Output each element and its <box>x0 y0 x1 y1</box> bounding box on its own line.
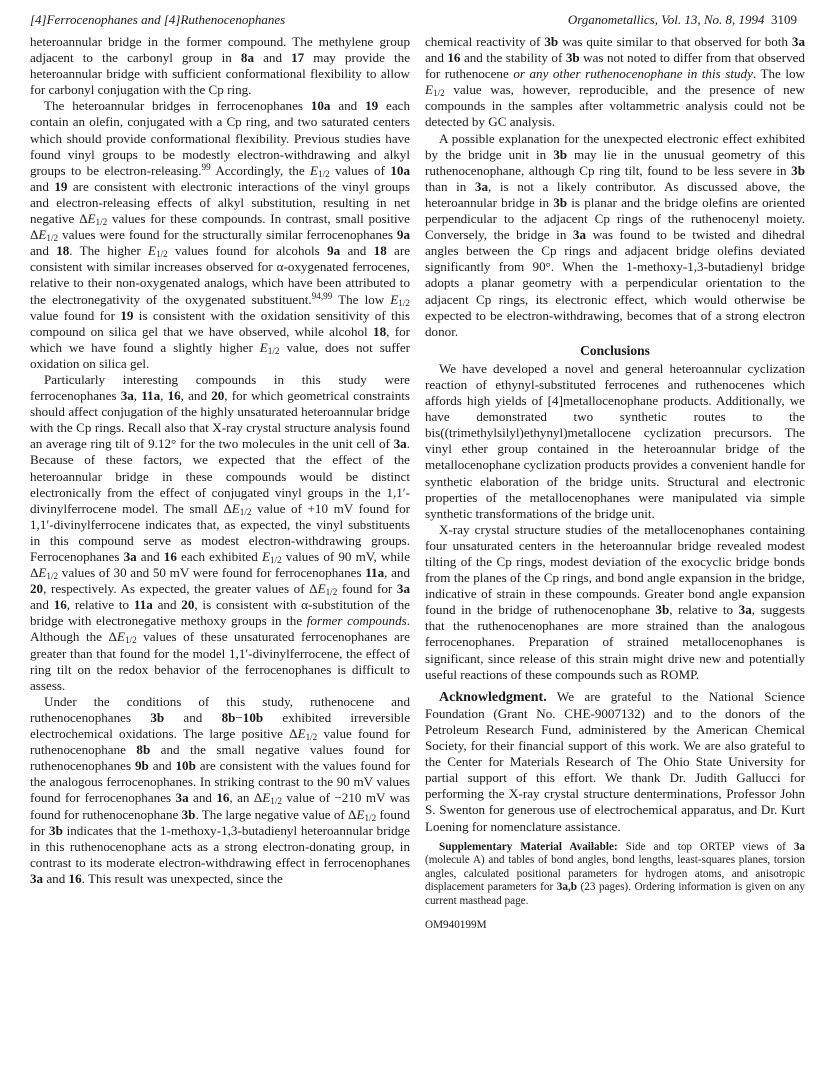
paragraph: X-ray crystal structure studies of the metallocenophanes containing four unsaturated centers in the heteroannular bridge revealed modest tilting of the Cp rings, modest deviation of the exocyclic bridge bonds from the planes of the Cp rings, and bond angle expansion in the bridge, indicative of strain in these compounds. Greater bond angle expansion found in the bridge of ruthenocenophane 3b, relative to 3a, suggests that the ruthenocenophanes are more strained than the analogous ferrocenophanes. Preparation of strained metallocenophanes is significant, since release of this strain might drive new and potentially useful reactions of these compounds such as ROMP. <box>425 521 805 682</box>
acknowledgment-heading: Acknowledgment. <box>439 689 547 705</box>
supplementary-heading: Supplementary Material Available: <box>439 840 618 853</box>
paragraph: We have developed a novel and general heteroannular cyclization reaction of ethynyl-substituted ferrocenes and ruthenocenes which affords high yields of [4]metallocenophane products. Additionally, we have demonstrated two synthetic routes to the bis((trimethylsilyl)ethynyl)metallocene cyclization precursors. The vinyl ether group contained in the heteroannular bridge of the metallocenophane cyclization products provides a convenient handle for synthetic elaboration of the bridge units. Structural and electronic properties of the metallocenophanes were manipulated via simple synthetic transformations of the bridge unit. <box>425 360 805 521</box>
paragraph: Under the conditions of this study, ruthenocene and ruthenocenophanes 3b and 8b−10b exhibited irreversible electrochemical oxidations. The large positive $\Delta E_{1/2}$ value found for ruthenocenophane 8b and the small negative values found for ruthenocenophanes 9b and 10b are consistent with the values found for the analogous ferrocenophanes. In striking contrast to the 90 mV values found for ferrocenophanes 3a and 16, an $\Delta E_{1/2}$ value of −210 mV was found for ruthenocenophane 3b. The large negative value of $\Delta E_{1/2}$ found for 3b indicates that the 1-methoxy-1,3-butadienyl heteroannular bridge in this ruthenocenophane acts as a strong electron-donating group, in contrast to its moderate electron-withdrawing effect in ferrocenophanes 3a and 16. This result was unexpected, since the <box>30 693 411 886</box>
acknowledgment-paragraph: Acknowledgment. We are grateful to the National Science Foundation (Grant No. CHE-9007132) and to the donors of the Petroleum Research Fund, administered by the American Chemical Society, for their financial support of this work. We are also grateful to the Center for Materials Research of The Ohio State University for partial support of this effort. We thank Dr. Judith Gallucci for performing the X-ray crystal structure denterminations, Professor John S. Swenton for generous use of electrochemical apparatus, and Dr. Kurt Loening for nomenclature assistance. <box>425 688 805 834</box>
header-journal-info <box>568 12 797 28</box>
paragraph: chemical reactivity of 3b was quite similar to that observed for both 3a and 16 and the stability of 3b was not noted to differ from that observed for ruthenocene or any other ruthenocenophane in this study. The low $E_{1/2}$ value was, however, reproducible, and the presence of new compounds in the samples after voltammetric analysis could not be detected by GC analysis. <box>425 34 805 130</box>
supplementary-material: Supplementary Material Available: Side and top ORTEP views of 3a (molecule A) and tables of bond angles, bond lengths, least-squares planes, torsion angles, calculated positional parameters for hydrogen atoms, and anisotropic displacement parameters for 3a,b (23 pages). Ordering information is given on any current masthead page. <box>425 840 805 907</box>
manuscript-code: OM940199M <box>425 918 487 931</box>
conclusions-heading: Conclusions <box>580 342 650 358</box>
header-title: [4]Ferrocenophanes and [4]Ruthenocenophanes <box>30 12 286 27</box>
journal-citation: Organometallics, Vol. 13, No. 8, 1994 <box>567 12 765 27</box>
paragraph: heteroannular bridge in the former compound. The methylene group adjacent to the carbonyl group in 8a and 17 may provide the heteroannular bridge with sufficient conformational flexibility to allow for carbonyl conjugation with the Cp ring. <box>30 34 411 98</box>
paragraph: The heteroannular bridges in ferrocenophanes 10a and 19 each contain an olefin, conjugated with a Cp ring, and two saturated centers which should provide conformational flexibility. Previous studies have found vinyl groups to be modestly electron-withdrawing and alkyl groups to be electron-releasing.$^{99}$ Accordingly, the $E_{1/2}$ values of 10a and 19 are consistent with electronic interactions of the vinyl groups and electron-releasing effects of alkyl substitution, resulting in net negative $\Delta E_{1/2}$ values for these compounds. In contrast, small positive $\Delta E_{1/2}$ values were found for the structurally similar ferrocenophanes 9a and 18. The higher $E_{1/2}$ values found for alcohols 9a and 18 are consistent with similar increases observed for α-oxygenated ferrocenes, relative to their non-oxygenated analogs, which have been attributed to the electronegativity of the oxygenated substituent.$^{94,99}$ The low $E_{1/2}$ value found for 19 is consistent with the oxidation sensitivity of this compound on silica gel that we have observed, while alcohol 18, for which we have found a slightly higher $E_{1/2}$ value, does not suffer oxidation on silica gel. <box>30 98 411 371</box>
page-number: 3109 <box>771 12 797 27</box>
paragraph: A possible explanation for the unexpected electronic effect exhibited by the bridge unit in 3b may lie in the unusual geometry of this ruthenocenophane, although Cp ring tilt, found to be less severe in 3b than in 3a, is not a likely contributor. As discussed above, the heteroannular bridge in 3b is planar and the bridge olefins are oriented perpendicular to the adjacent Cp rings of the ruthenocenyl moiety. Conversely, the bridge in 3a was found to be twisted and dihedral angles between the Cp rings and adjacent bridge olefins deviated significantly from 90°. When the 1-methoxy-1,3-butadienyl bridge adopts a planar geometry with a perpendicular orientation to the adjacent Cp rings, its electronic effect, which would otherwise be expected to be electron-withdrawing, becomes that of a strong electron donor. <box>425 130 805 339</box>
left-column <box>30 34 410 887</box>
right-column <box>425 34 805 933</box>
paragraph: Particularly interesting compounds in this study were ferrocenophanes 3a, 11a, 16, and 20, for which geometrical constraints should affect conjugation of the highly unsaturated heteroannular bridge with the Cp rings. Recall also that X-ray crystal structure analysis found an average ring tilt of 9.12° for the two molecules in the unit cell of 3a. Because of these factors, we expected that the effect of the heteroannular bridge in these compounds would be distinct electronically from the effect of conjugated vinyl groups in the 1,1′-divinylferrocene model. The small $\Delta E_{1/2}$ value of +10 mV found for 1,1′-divinylferrocene indicates that, as expected, the vinyl substituents in this compound serve as modest electron-withdrawing groups. Ferrocenophanes 3a and 16 each exhibited $E_{1/2}$ values of 90 mV, while $\Delta E_{1/2}$ values of 30 and 50 mV were found for ferrocenophanes 11a, and 20, respectively. As expected, the greater values of $\Delta E_{1/2}$ found for 3a and 16, relative to 11a and 20, is consistent with α-substitution of the bridge with electronegative methoxy groups in the former compounds. Although the $\Delta E_{1/2}$ values of these unsaturated ferrocenophanes are greater than that found for the model 1,1′-divinylferrocene, the effect of ring tilt on the redox behavior of the ferrocenophanes is difficult to assess. <box>30 371 411 693</box>
running-header <box>30 12 797 32</box>
